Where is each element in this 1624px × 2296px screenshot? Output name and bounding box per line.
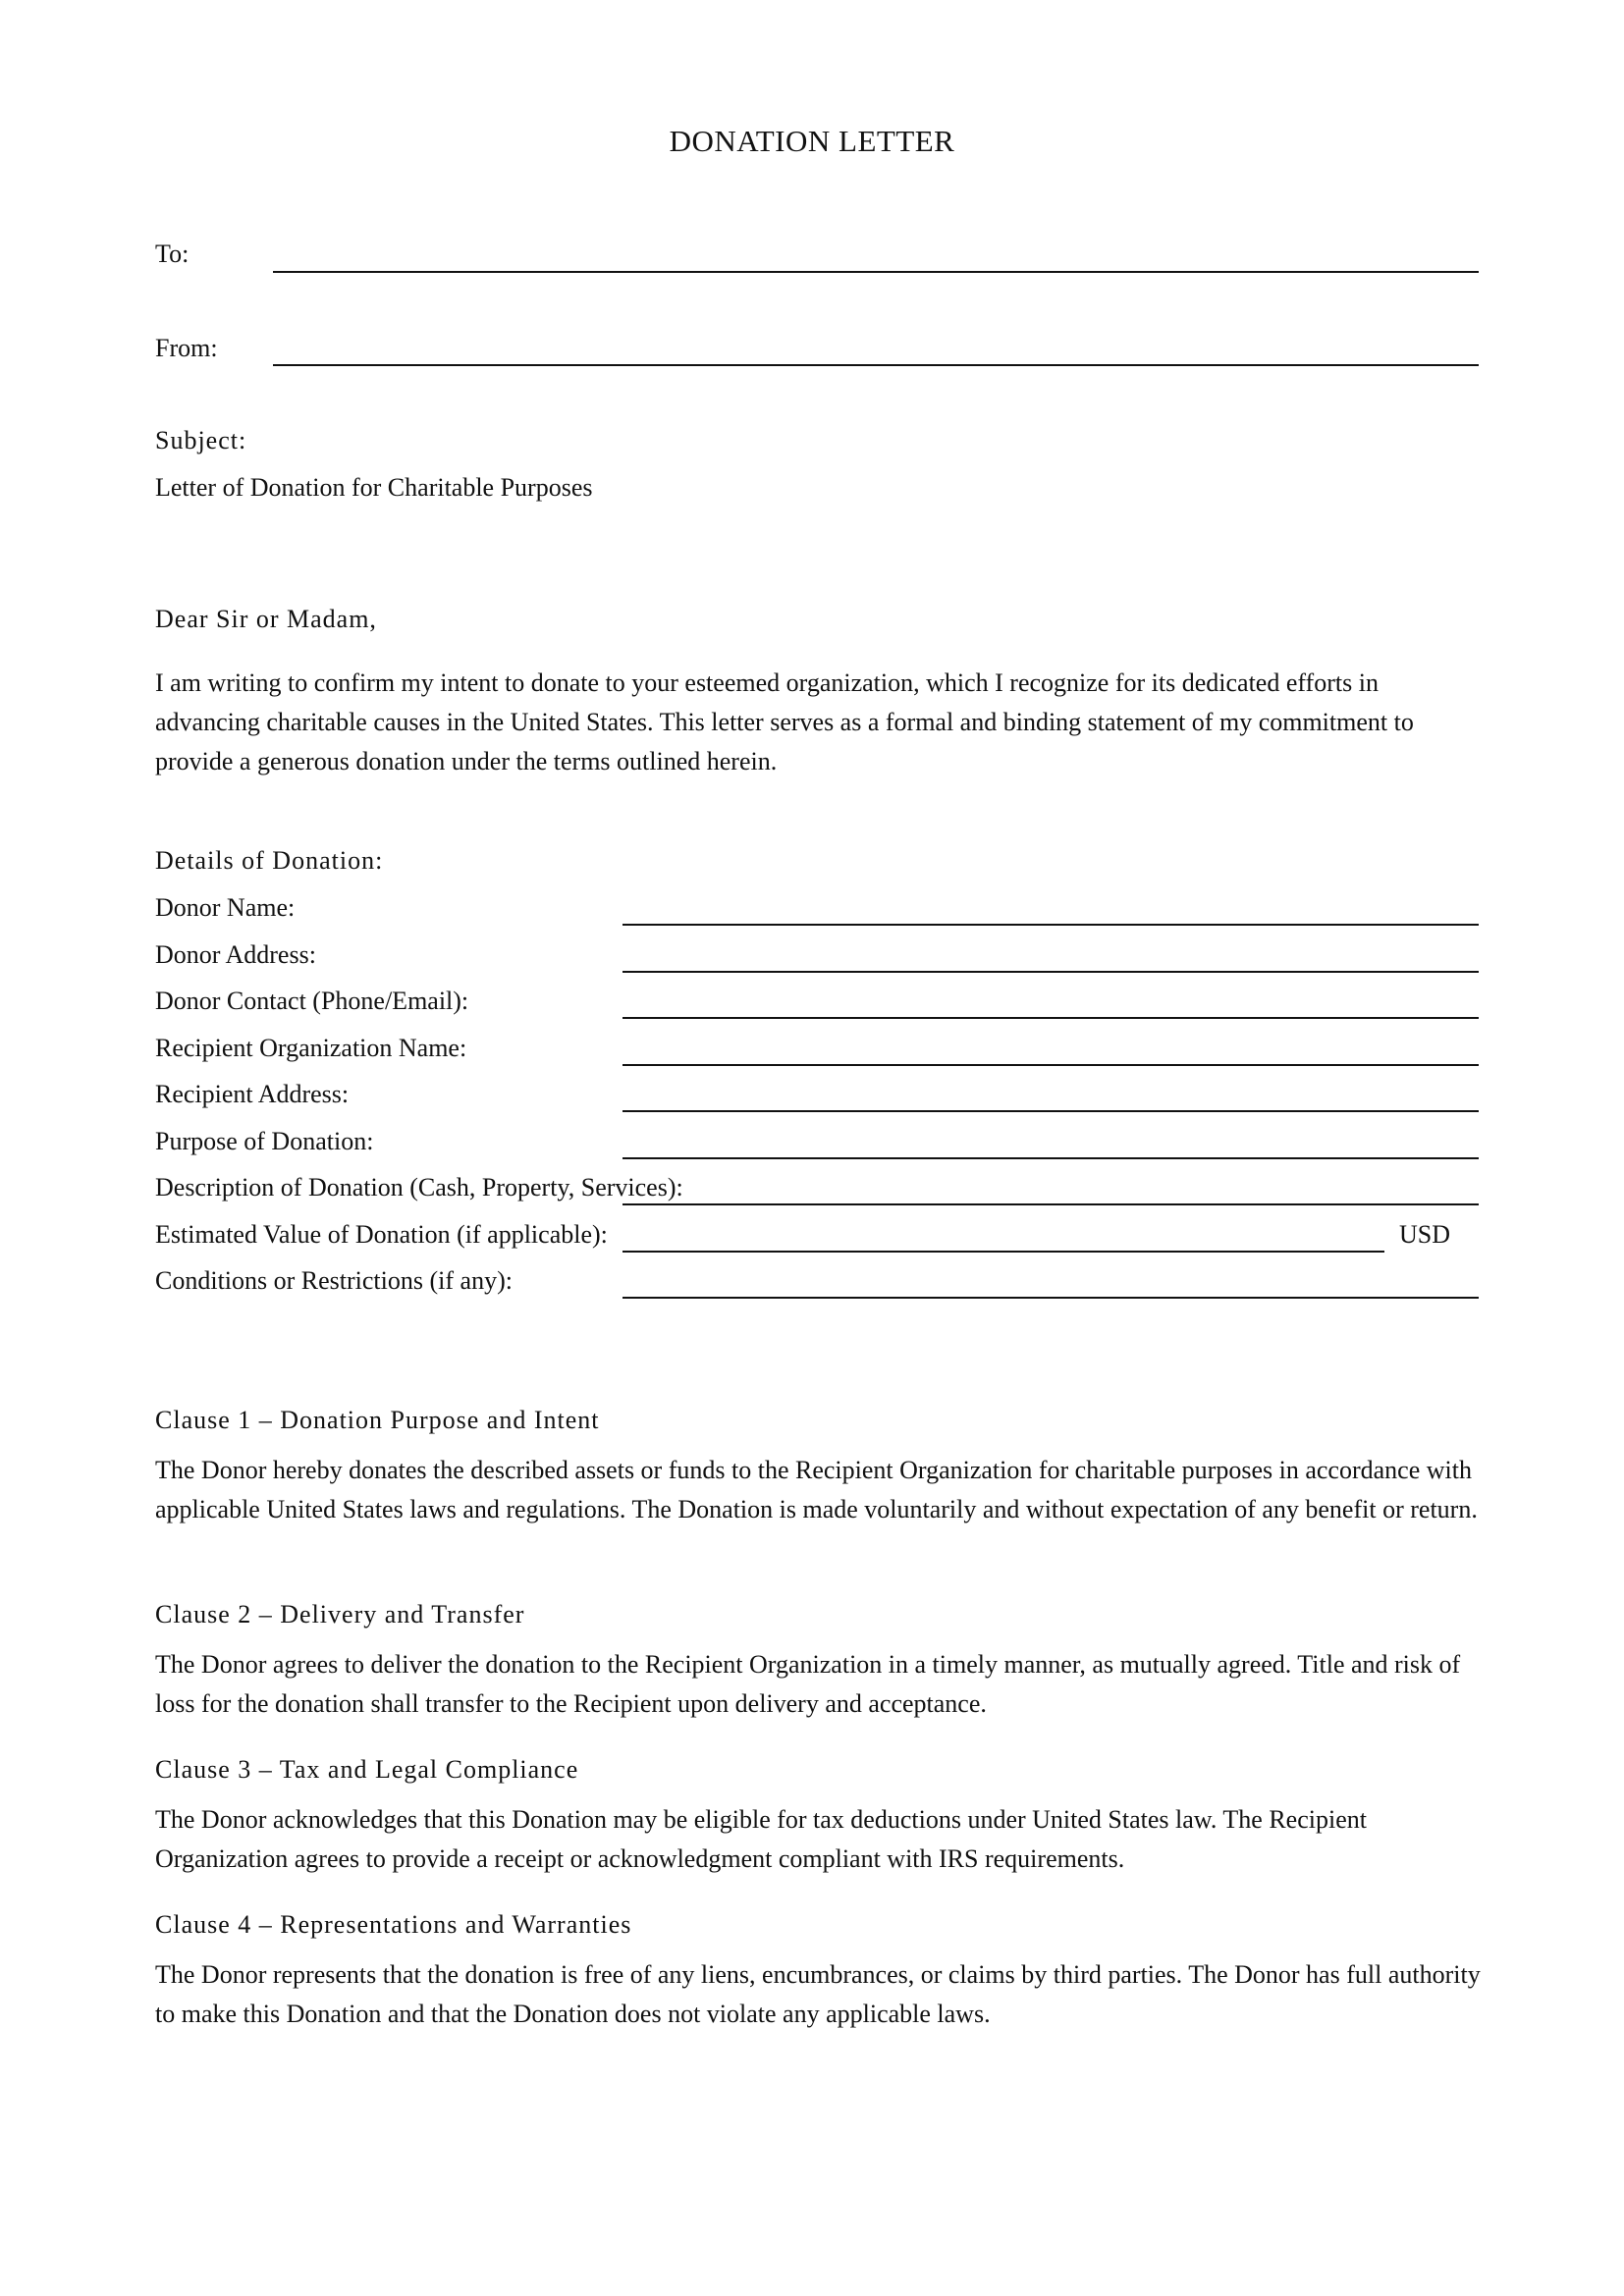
donor-name-line[interactable] bbox=[623, 924, 1479, 926]
donor-contact-label: Donor Contact (Phone/Email): bbox=[155, 987, 469, 1015]
from-line[interactable] bbox=[273, 364, 1479, 366]
purpose-line[interactable] bbox=[623, 1157, 1479, 1159]
conditions-label: Conditions or Restrictions (if any): bbox=[155, 1266, 513, 1295]
clause-2-heading: Clause 2 – Delivery and Transfer bbox=[155, 1600, 525, 1629]
donor-name-label: Donor Name: bbox=[155, 893, 296, 922]
recipient-organization-line[interactable] bbox=[623, 1064, 1479, 1066]
to-label: To: bbox=[155, 240, 189, 268]
currency-label: USD bbox=[1399, 1220, 1451, 1249]
description-line[interactable] bbox=[623, 1203, 1479, 1205]
clause-1-heading: Clause 1 – Donation Purpose and Intent bbox=[155, 1406, 600, 1434]
document-title: DONATION LETTER bbox=[669, 124, 955, 158]
description-label: Description of Donation (Cash, Property, Services): bbox=[155, 1173, 683, 1201]
subject-label: Subject: bbox=[155, 426, 247, 454]
recipient-organization-label: Recipient Organization Name: bbox=[155, 1034, 467, 1062]
salutation: Dear Sir or Madam, bbox=[155, 605, 377, 633]
clause-1-body: The Donor hereby donates the described assets or funds to the Recipient Organization for charitable purposes in accordance with applicable United States laws and regulations. The Donation is made voluntarily and without expectation of any benefit or return. bbox=[155, 1456, 1478, 1523]
subject-value: Letter of Donation for Charitable Purposes bbox=[155, 473, 593, 502]
to-line[interactable] bbox=[273, 271, 1479, 273]
donor-contact-line[interactable] bbox=[623, 1017, 1479, 1019]
conditions-line[interactable] bbox=[623, 1297, 1479, 1299]
details-heading: Details of Donation: bbox=[155, 846, 384, 875]
estimated-value-label: Estimated Value of Donation (if applicable): bbox=[155, 1220, 608, 1249]
intro-paragraph: I am writing to confirm my intent to donate to your esteemed organization, which I recognize for its dedicated efforts in advancing charitable causes in the United States. This letter serves as a formal and binding statement of my commitment to provide a generous donation under the terms outlined herein. bbox=[155, 668, 1414, 775]
recipient-address-line[interactable] bbox=[623, 1110, 1479, 1112]
purpose-label: Purpose of Donation: bbox=[155, 1127, 374, 1155]
from-label: From: bbox=[155, 334, 218, 362]
estimated-value-line[interactable] bbox=[623, 1251, 1384, 1253]
recipient-address-label: Recipient Address: bbox=[155, 1080, 350, 1108]
clause-2-body: The Donor agrees to deliver the donation to the Recipient Organization in a timely manner, as mutually agreed. Title and risk of loss for the donation shall transfer to the Recipient upon delivery and acceptance. bbox=[155, 1650, 1461, 1718]
clause-4-body: The Donor represents that the donation is free of any liens, encumbrances, or claims by third parties. The Donor has full authority to make this Donation and that the Donation does not violate any applicable laws. bbox=[155, 1960, 1481, 2028]
donor-address-line[interactable] bbox=[623, 971, 1479, 973]
clause-3-body: The Donor acknowledges that this Donation may be eligible for tax deductions under United States law. The Recipient Organization agrees to provide a receipt or acknowledgment compliant with IRS requirements. bbox=[155, 1805, 1367, 1873]
donor-address-label: Donor Address: bbox=[155, 940, 316, 969]
clause-4-heading: Clause 4 – Representations and Warranties bbox=[155, 1910, 632, 1939]
clause-3-heading: Clause 3 – Tax and Legal Compliance bbox=[155, 1755, 579, 1784]
